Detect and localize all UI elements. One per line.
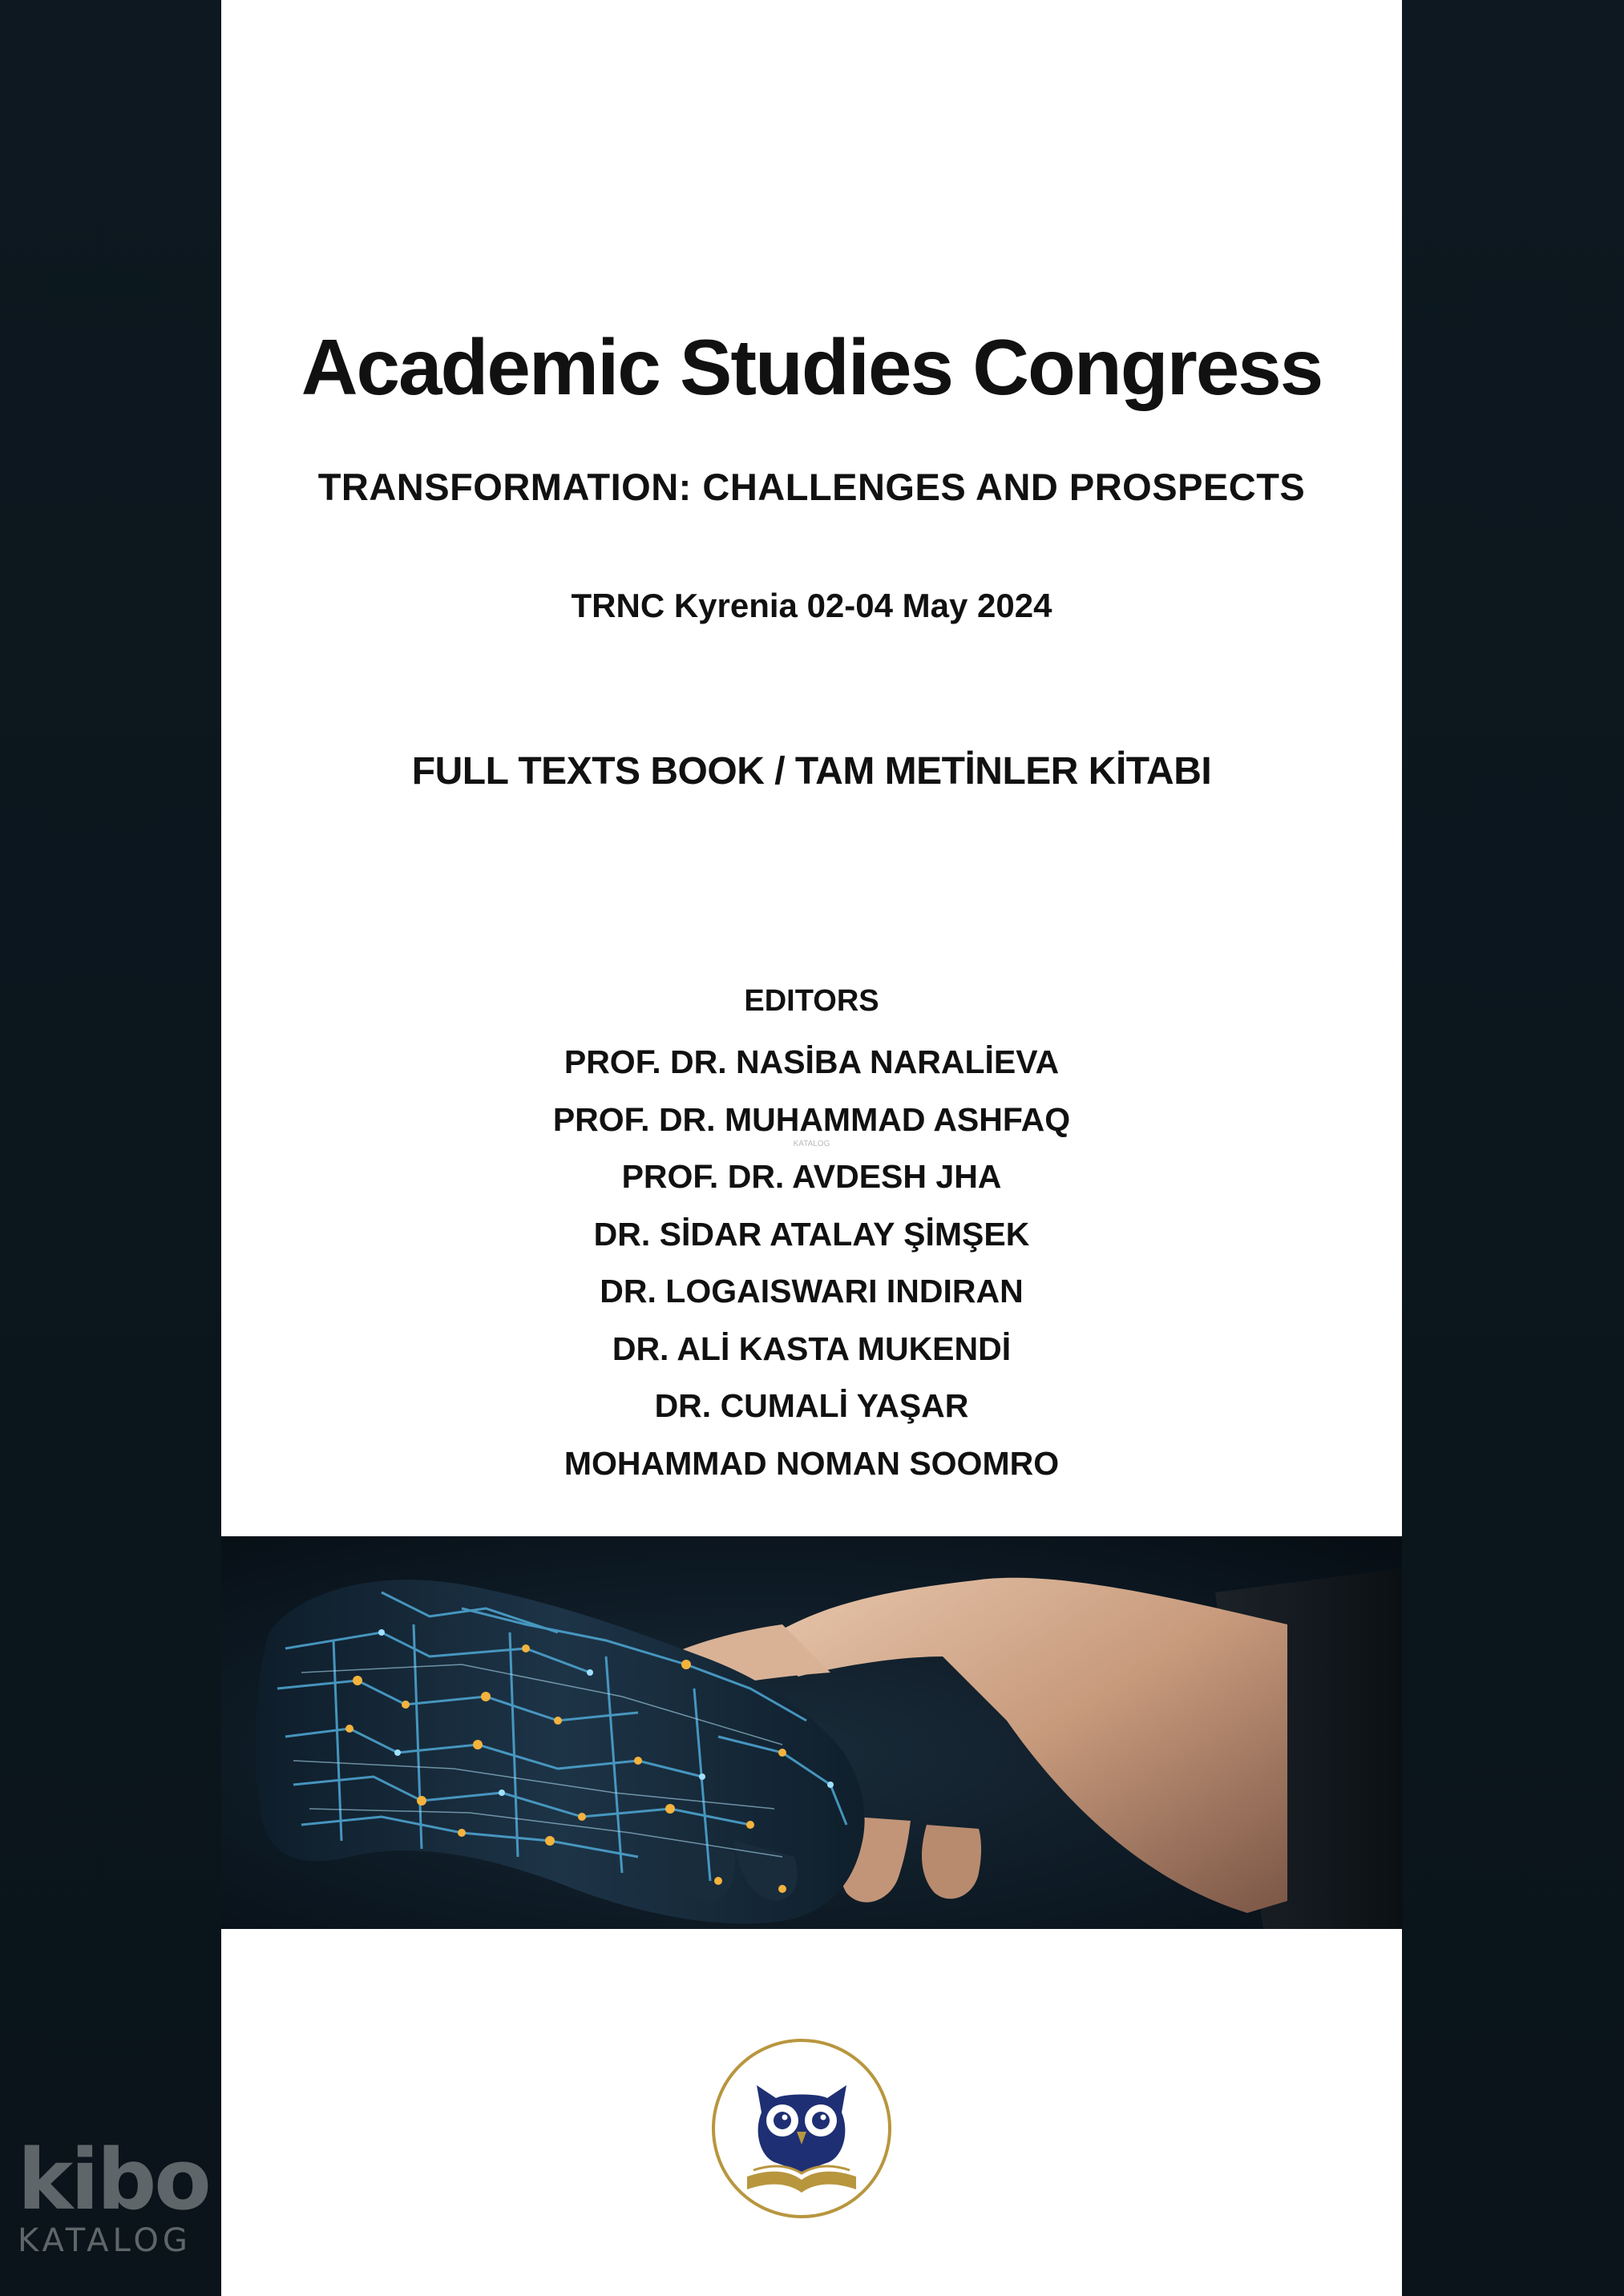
kibo-katalog-watermark [18, 2131, 210, 2260]
owl-book-logo-icon [709, 2036, 895, 2221]
robot-human-handshake-image [221, 1536, 1402, 1929]
editor-name: PROF. DR. MUHAMMAD ASHFAQ [552, 1100, 1071, 1138]
editor-name: PROF. DR. NASİBA NARALİEVA [564, 1043, 1060, 1080]
editors-list [221, 1034, 1402, 1492]
cover-subtitle: TRANSFORMATION: CHALLENGES AND PROSPECTS [317, 466, 1306, 508]
editor-name: MOHAMMAD NOMAN SOOMRO [564, 1444, 1060, 1482]
left-dark-panel [0, 0, 221, 2296]
right-dark-panel [1402, 0, 1624, 2296]
editor-name: PROF. DR. AVDESH JHA [621, 1158, 1002, 1195]
faint-watermark-text: KATALOG [793, 1140, 830, 1148]
handshake-banner [221, 1536, 1402, 1929]
editors-heading: EDITORS [744, 984, 879, 1018]
event-details: TRNC Kyrenia 02-04 May 2024 [571, 587, 1052, 624]
editor-name: DR. CUMALİ YAŞAR [654, 1387, 969, 1424]
cover-title: Academic Studies Congress [301, 323, 1323, 411]
editor-name: DR. ALİ KASTA MUKENDİ [612, 1330, 1012, 1367]
editor-name: DR. LOGAISWARI INDIRAN [600, 1273, 1024, 1309]
book-type: FULL TEXTS BOOK / TAM METİNLER KİTABI [411, 750, 1212, 793]
editor-name: DR. SİDAR ATALAY ŞİMŞEK [593, 1215, 1030, 1253]
watermark-sub-text: KATALOG [18, 2222, 192, 2259]
watermark-main-text: kibo [18, 2131, 209, 2229]
